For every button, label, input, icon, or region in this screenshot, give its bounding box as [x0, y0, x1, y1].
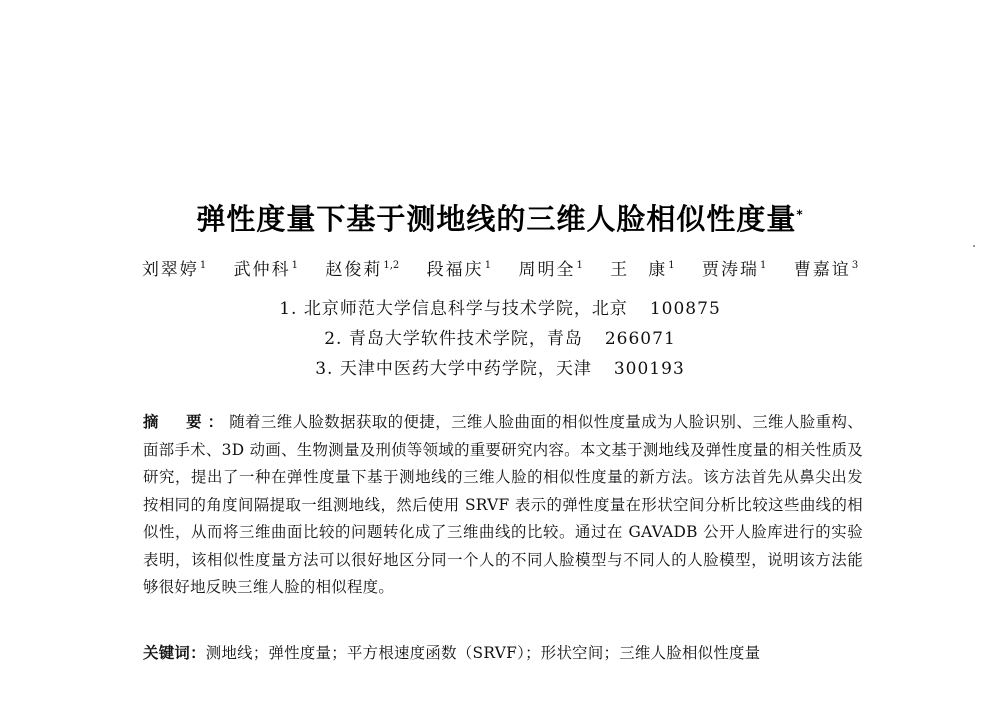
affiliation-text: 1. 北京师范大学信息科学与技术学院，北京 — [279, 299, 628, 319]
author-name: 武仲科 — [233, 260, 291, 280]
author — [794, 256, 858, 284]
abstract — [143, 409, 863, 602]
affiliation-text: 3. 天津中医药大学中药学院，天津 — [315, 359, 592, 379]
author — [234, 256, 298, 284]
author — [427, 256, 491, 284]
paper-title-text: 弹性度量下基于测地线的三维人脸相似性度量 — [196, 202, 797, 236]
author-affiliation-mark: 3 — [851, 260, 859, 272]
scan-speck — [973, 245, 975, 247]
affiliation-text: 2. 青岛大学软件技术学院，青岛 — [324, 329, 583, 349]
author-name: 段福庆 — [426, 260, 484, 280]
author — [325, 256, 399, 284]
postal-code: 300193 — [613, 359, 685, 379]
author-affiliation-mark: 1,2 — [383, 260, 400, 272]
affiliation-line — [0, 295, 1000, 323]
abstract-text: 随着三维人脸数据获取的便捷，三维人脸曲面的相似性度量成为人脸识别、三维人脸重构、面部手术、3D 动画、生物测量及刑侦等领域的重要研究内容。本文基于测地线及弹性度量的相关性质及研究，提出了一种在弹性度量下基于测地线的三维人脸的相似性度量的新方法。该方法首先从鼻尖出发按相同的角度间隔提取一组测地线，然后使用 SRVF 表示的弹性度量在形状空间分析比较这些曲线的相似性，从而将三维曲面比较的问题转化成了三维曲线的比较。通过在 GAVADB 公开人脸库进行的实验表明，该相似性度量方法可以很好地区分同一个人的不同人脸模型与不同人的人脸模型，说明该方法能够很好地反映三维人脸的相似程度。 — [143, 413, 863, 596]
author-name: 曹嘉谊 — [793, 260, 851, 280]
author-name: 刘翠婷 — [141, 260, 199, 280]
author-name: 周明全 — [518, 260, 576, 280]
author — [142, 256, 206, 284]
author-affiliation-mark: 1 — [760, 260, 767, 272]
affiliation-line — [0, 355, 1000, 383]
author-affiliation-mark: 1 — [668, 260, 675, 272]
author-affiliation-mark: 1 — [291, 260, 298, 272]
author-name: 赵俊莉 — [325, 260, 383, 280]
author-affiliation-mark: 1 — [484, 260, 492, 272]
keywords-label: 关键词： — [143, 644, 206, 662]
author — [518, 256, 582, 284]
author-affiliation-mark: 1 — [199, 260, 207, 272]
title-footnote-mark: * — [796, 207, 804, 222]
author-name: 贾涛瑞 — [702, 260, 760, 280]
affiliation-line — [0, 325, 1000, 353]
author-list — [0, 256, 1000, 284]
keywords-text: 测地线；弹性度量；平方根速度函数（SRVF）；形状空间；三维人脸相似性度量 — [205, 644, 761, 662]
keywords — [143, 640, 863, 668]
author — [702, 256, 766, 284]
postal-code: 266071 — [604, 329, 676, 349]
postal-code: 100875 — [649, 299, 721, 319]
author — [610, 256, 674, 284]
author-affiliation-mark: 1 — [576, 260, 583, 272]
author-name: 王 康 — [610, 260, 668, 280]
abstract-label: 摘 要： — [143, 413, 230, 431]
paper-title — [0, 197, 1000, 241]
